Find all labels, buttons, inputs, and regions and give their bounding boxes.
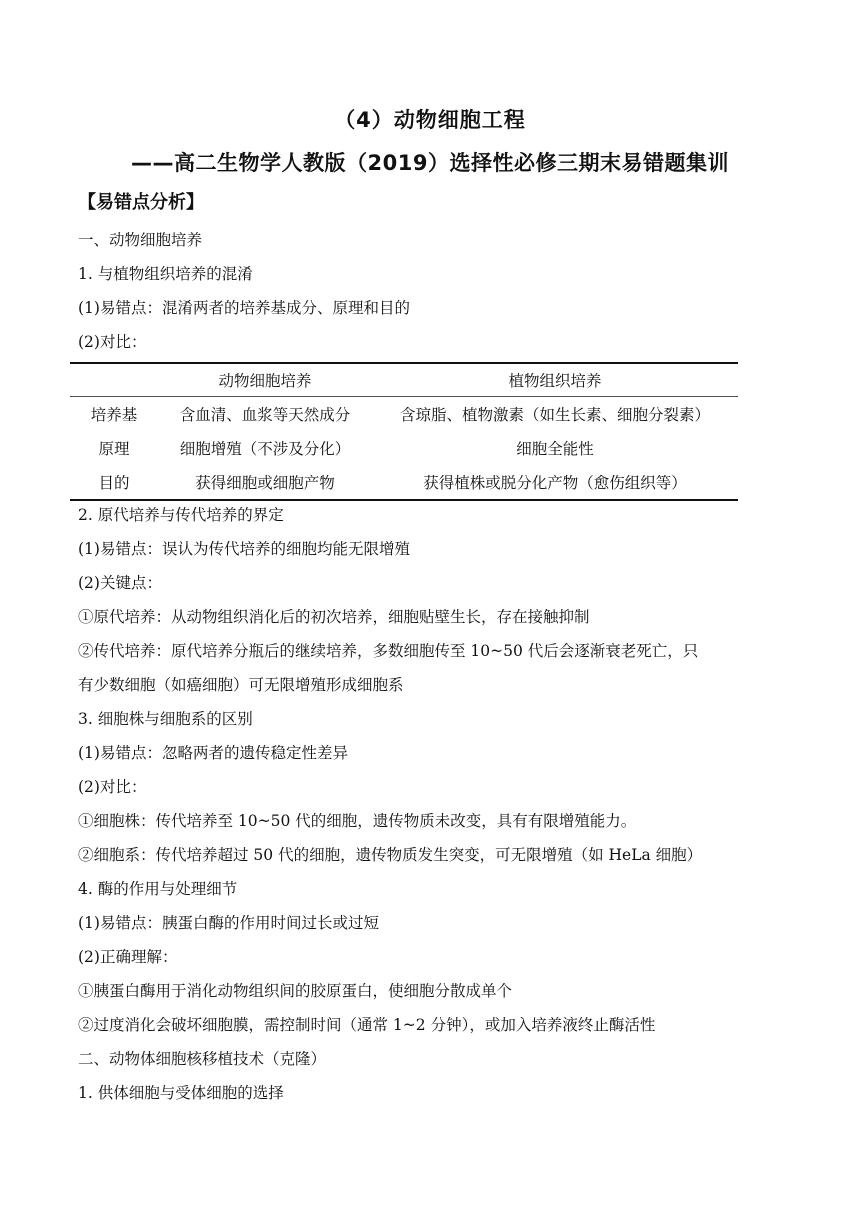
- point-4-item-1: ①胰蛋白酶用于消化动物组织间的胶原蛋白，使细胞分散成单个: [78, 982, 513, 1000]
- heading-nuclear-transfer: 二、动物体细胞核移植技术（克隆）: [78, 1050, 327, 1068]
- point-4-correct: (2)正确理解：: [78, 948, 178, 966]
- table-cell: 目的: [70, 465, 158, 500]
- table-header-cell: 植物组织培养: [372, 363, 738, 397]
- table-header-row: [70, 363, 738, 397]
- table-cell: 获得细胞或细胞产物: [158, 465, 372, 500]
- table-header-cell: [70, 363, 158, 397]
- heading-animal-cell-culture: 一、动物细胞培养: [78, 231, 203, 249]
- table-cell: 获得植株或脱分化产物（愈伤组织等）: [372, 465, 738, 500]
- point-3-cell-strain: ①细胞株：传代培养至 10~50 代的细胞，遗传物质未改变，具有有限增殖能力。: [78, 812, 637, 830]
- table-cell: 细胞全能性: [516, 440, 594, 458]
- table-row: [70, 465, 738, 500]
- point-3-compare: (2)对比：: [78, 778, 147, 796]
- point-4-item-2: ②过度消化会破坏细胞膜，需控制时间（通常 1~2 分钟），或加入培养液终止酶活性: [78, 1016, 656, 1034]
- table-cell: 含血清、血浆等天然成分: [179, 406, 351, 424]
- point-3-cell-line: ②细胞系：传代培养超过 50 代的细胞，遗传物质发生突变，可无限增殖（如 HeLa 细胞）: [78, 846, 703, 864]
- table-row: [70, 397, 738, 432]
- point-4-error: (1)易错点：胰蛋白酶的作用时间过长或过短: [78, 914, 379, 932]
- table-cell: 细胞增殖（不涉及分化）: [179, 440, 351, 458]
- table-cell: 原理: [98, 440, 130, 458]
- point-2-key: (2)关键点：: [78, 574, 162, 592]
- nt-point-1-title: 1. 供体细胞与受体细胞的选择: [78, 1084, 284, 1102]
- point-3-title: 3. 细胞株与细胞系的区别: [78, 710, 253, 728]
- point-2-subculture-cont: 有少数细胞（如癌细胞）可无限增殖形成细胞系: [78, 676, 404, 694]
- point-4-title: 4. 酶的作用与处理细节: [78, 880, 238, 898]
- point-2-primary: ①原代培养：从动物组织消化后的初次培养，细胞贴壁生长，存在接触抑制: [78, 608, 590, 626]
- table-cell: 含琼脂、植物激素（如生长素、细胞分裂素）: [399, 406, 710, 424]
- point-2-subculture: ②传代培养：原代培养分瓶后的继续培养，多数细胞传至 10~50 代后会逐渐衰老死亡，只: [78, 642, 699, 660]
- document-title: （4）动物细胞工程: [334, 108, 526, 132]
- point-2-title: 2. 原代培养与传代培养的界定: [78, 506, 284, 524]
- table-header-cell: 动物细胞培养: [158, 363, 372, 397]
- table-cell: 培养基: [90, 406, 138, 424]
- point-1-compare: (2)对比：: [78, 333, 147, 351]
- point-1-title: 1. 与植物组织培养的混淆: [78, 265, 253, 283]
- table-row: [70, 431, 738, 465]
- comparison-table: [70, 362, 738, 501]
- document-subtitle: ——高二生物学人教版（2019）选择性必修三期末易错题集训: [131, 151, 729, 175]
- point-1-error: (1)易错点：混淆两者的培养基成分、原理和目的: [78, 299, 410, 317]
- section-heading: 【易错点分析】: [78, 192, 204, 213]
- point-3-error: (1)易错点：忽略两者的遗传稳定性差异: [78, 744, 348, 762]
- point-2-error: (1)易错点：误认为传代培养的细胞均能无限增殖: [78, 540, 410, 558]
